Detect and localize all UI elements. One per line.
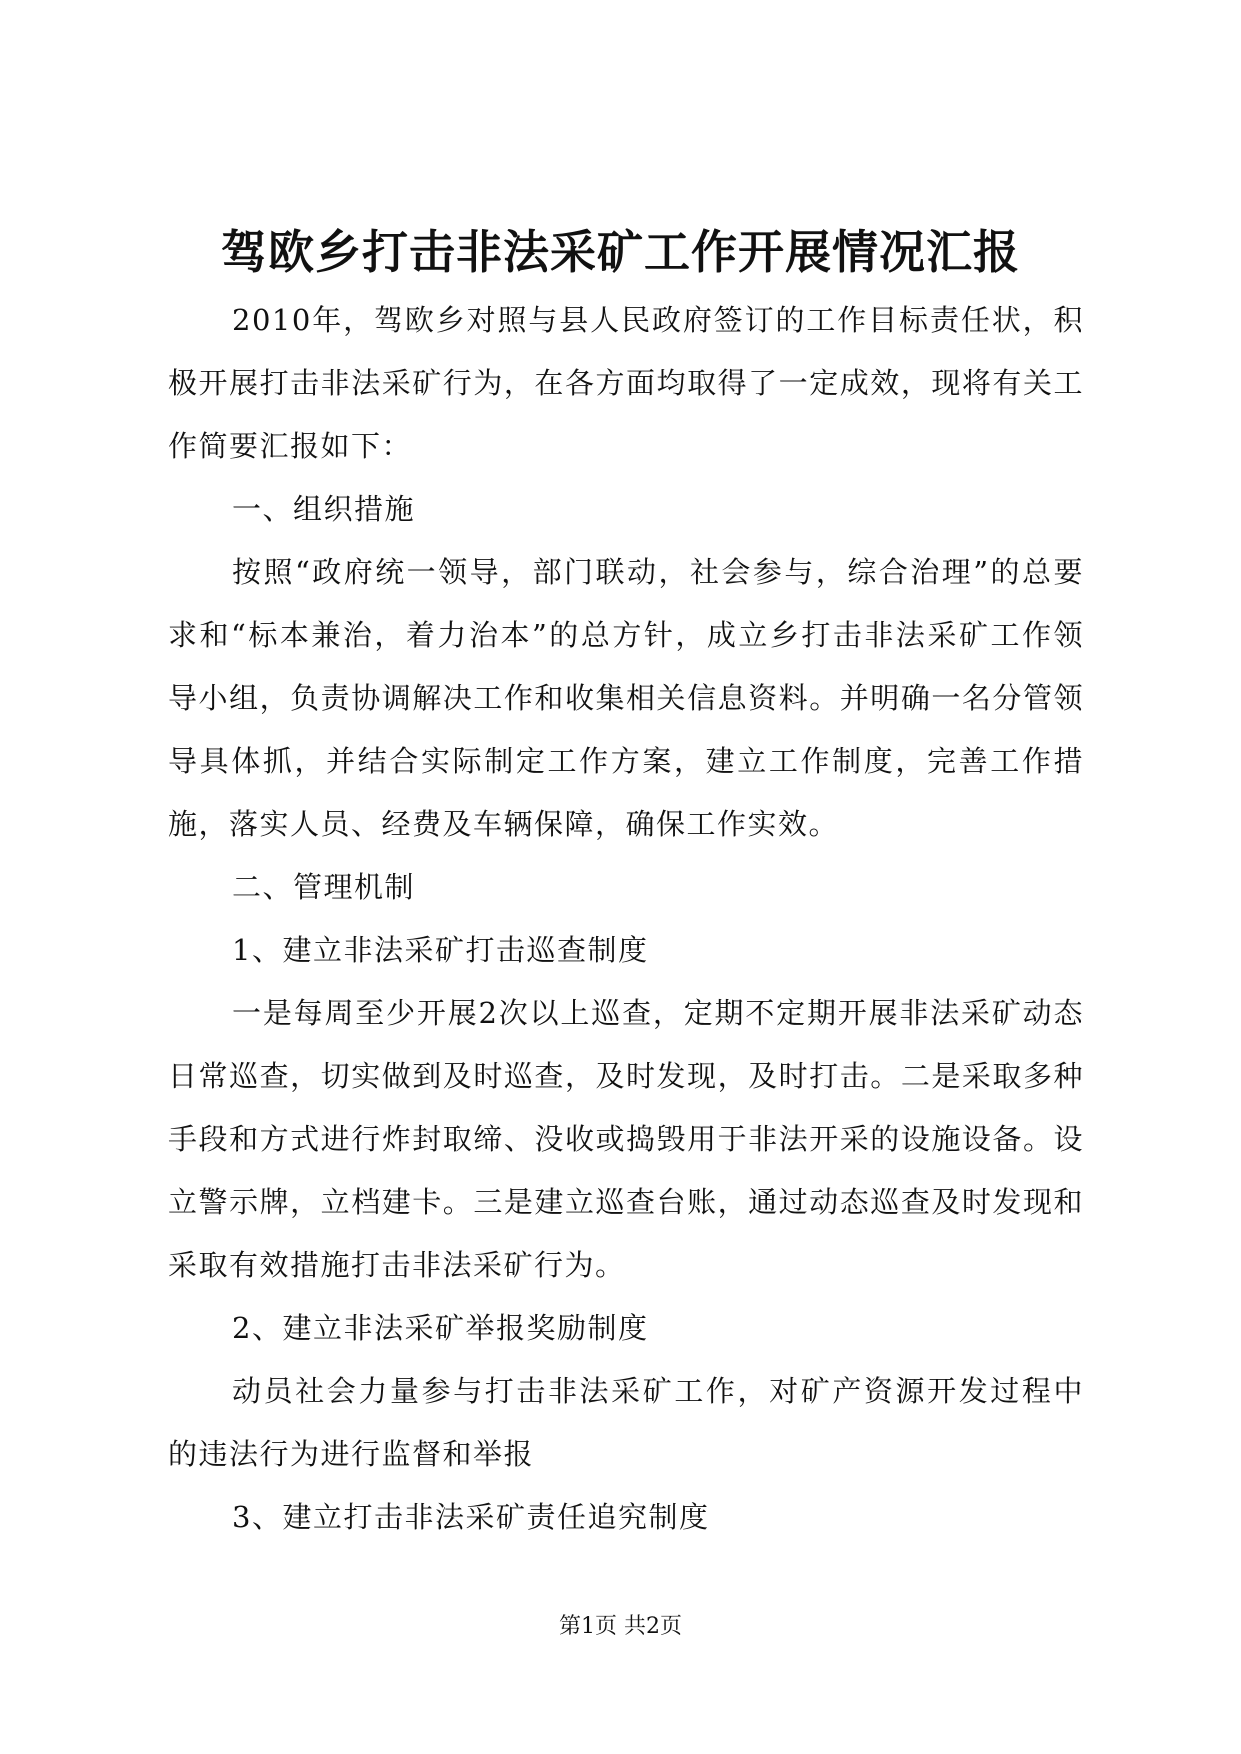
- document-body: [168, 289, 1084, 1549]
- page-number-footer: 第1页 共2页: [559, 1614, 682, 1639]
- heading-management-mechanism: 二、管理机制: [232, 870, 416, 904]
- paragraph-patrol-system: 一是每周至少开展2次以上巡查，定期不定期开展非法采矿动态日常巡查，切实做到及时巡查，及时发现，及时打击。二是采取多种手段和方式进行炸封取缔、没收或捣毁用于非法开采的设施设备。设立警示牌，立档建卡。三是建立巡查台账，通过动态巡查及时发现和采取有效措施打击非法采矿行为。: [168, 996, 1084, 1282]
- document-title: 驾欧乡打击非法采矿工作开展情况汇报: [221, 225, 1020, 279]
- subheading-reward-system: 2、建立非法采矿举报奖励制度: [232, 1311, 649, 1345]
- subheading-patrol-system: 1、建立非法采矿打击巡查制度: [232, 933, 649, 967]
- subheading-accountability-system: 3、建立打击非法采矿责任追究制度: [232, 1500, 710, 1534]
- heading-organization-measures: 一、组织措施: [232, 492, 416, 526]
- paragraph-organization: 按照“政府统一领导，部门联动，社会参与，综合治理”的总要求和“标本兼治，着力治本”的总方针，成立乡打击非法采矿工作领导小组，负责协调解决工作和收集相关信息资料。并明确一名分管领导具体抓，并结合实际制定工作方案，建立工作制度，完善工作措施，落实人员、经费及车辆保障，确保工作实效。: [168, 555, 1084, 841]
- paragraph-intro: 2010年，驾欧乡对照与县人民政府签订的工作目标责任状，积极开展打击非法采矿行为，在各方面均取得了一定成效，现将有关工作简要汇报如下：: [168, 303, 1084, 463]
- paragraph-reward-system: 动员社会力量参与打击非法采矿工作，对矿产资源开发过程中的违法行为进行监督和举报: [168, 1374, 1084, 1471]
